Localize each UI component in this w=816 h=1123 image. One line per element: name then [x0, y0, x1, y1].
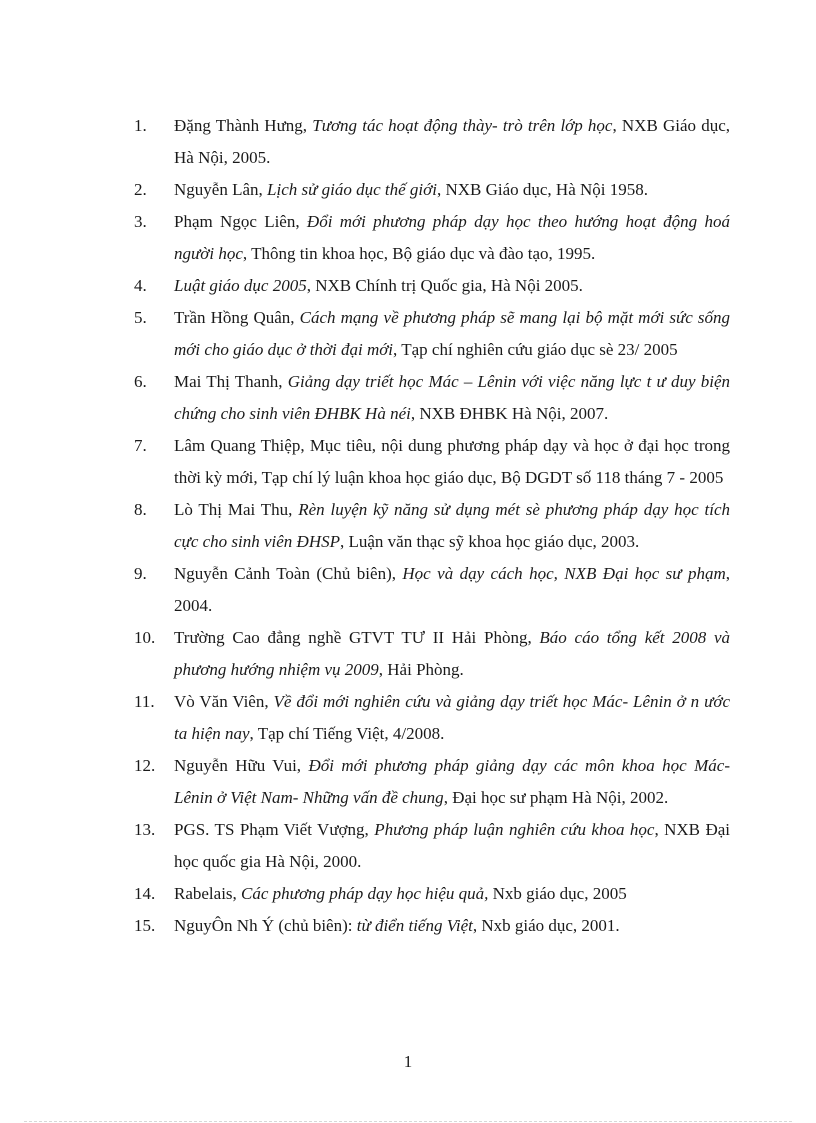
reference-title: Về đổi mới nghiên cứu và giảng dạy triết học Mác- Lênin ở n ước ta hiện nay: [174, 692, 730, 743]
reference-text: Vò Văn Viên,: [174, 692, 274, 711]
reference-number: 10.: [134, 628, 156, 647]
reference-number: 12.: [134, 756, 156, 775]
reference-text: , Nxb giáo dục, 2001.: [472, 916, 620, 935]
reference-title: Đổi mới phương pháp giảng dạy các môn khoa học Mác- Lênin ở Việt Nam- Những vấn đề chung: [174, 756, 730, 807]
reference-number: 8.: [134, 500, 147, 519]
reference-text: Nguyễn Hữu Vui,: [174, 756, 309, 775]
reference-item: [0, 270, 816, 302]
reference-text: , NXB Giáo dục, Hà Nội, 2005.: [174, 116, 730, 167]
reference-text: Trường Cao đẳng nghề GTVT TƯ II Hải Phòng,: [174, 628, 540, 647]
reference-text: , Đại học sư phạm Hà Nội, 2002.: [443, 788, 669, 807]
reference-text: , NXB ĐHBK Hà Nội, 2007.: [410, 404, 609, 423]
reference-item: [0, 174, 816, 206]
reference-title: Giảng dạy triết học Mác – Lênin với việc năng lực t ư duy biện chứng cho sinh viên ĐHBK Hà néi: [174, 372, 730, 423]
reference-text: Lâm Quang Thiệp, Mục tiêu, nội dung phương pháp dạy và học ở đại học trong thời kỳ mới, Tạp chí lý luận khoa học giáo dục, Bộ DGDT số 118 tháng 7 - 2005: [174, 436, 730, 487]
page-number: 1: [403, 1052, 413, 1071]
reference-title: Đổi mới phương pháp dạy học theo hướng hoạt động hoá người học: [174, 212, 730, 263]
reference-item: [0, 622, 816, 686]
reference-number: 3.: [134, 212, 147, 231]
reference-text: NguyÔn Nh Ý (chủ biên):: [174, 916, 357, 935]
reference-text: , 2004.: [174, 564, 730, 615]
reference-title: Các phương pháp dạy học hiệu quả,: [241, 884, 489, 903]
reference-item: [0, 302, 816, 366]
reference-title: Rèn luyện kỹ năng sử dụng mét sè phương pháp dạy học tích cực cho sinh viên ĐHSP: [174, 500, 731, 551]
reference-title: Báo cáo tổng kết 2008 và phương hướng nhiệm vụ 2009: [174, 628, 731, 679]
reference-text: , Tạp chí nghiên cứu giáo dục sè 23/ 2005: [393, 340, 678, 359]
page-bottom-divider: [24, 1121, 792, 1122]
reference-item: [0, 686, 816, 750]
reference-item: [0, 366, 816, 430]
reference-list: [0, 110, 816, 942]
reference-text: , Tạp chí Tiếng Việt, 4/2008.: [249, 724, 445, 743]
reference-text: , Hải Phòng.: [378, 660, 464, 679]
reference-text: , Thông tin khoa học, Bộ giáo dục và đào tạo, 1995.: [242, 244, 596, 263]
reference-text: Nxb giáo dục, 2005: [488, 884, 627, 903]
reference-text: Đặng Thành Hưng,: [174, 116, 313, 135]
reference-number: 11.: [134, 692, 155, 711]
reference-item: [0, 910, 816, 942]
reference-item: [0, 558, 816, 622]
reference-number: 15.: [134, 916, 156, 935]
reference-number: 7.: [134, 436, 147, 455]
reference-number: 1.: [134, 116, 147, 135]
reference-text: Mai Thị Thanh,: [174, 372, 288, 391]
reference-number: 14.: [134, 884, 156, 903]
reference-title: Luật giáo dục 2005: [174, 276, 307, 295]
reference-title: Phương pháp luận nghiên cứu khoa học: [374, 820, 655, 839]
reference-item: [0, 494, 816, 558]
reference-text: PGS. TS Phạm Viết Vượng,: [174, 820, 375, 839]
reference-text: Rabelais,: [174, 884, 242, 903]
reference-text: Trần Hồng Quân,: [174, 308, 300, 327]
reference-title: Cách mạng về phương pháp sẽ mang lại bộ mặt mới sức sống mới cho giáo dục ở thời đại mới: [174, 308, 730, 359]
reference-number: 13.: [134, 820, 156, 839]
reference-item: [0, 206, 816, 270]
reference-text: Lò Thị Mai Thu,: [174, 500, 299, 519]
reference-title: Lịch sử giáo dục thế giới: [267, 180, 437, 199]
reference-text: Nguyễn Cảnh Toàn (Chủ biên),: [174, 564, 403, 583]
reference-item: [0, 110, 816, 174]
reference-number: 6.: [134, 372, 147, 391]
reference-text: , NXB Đại học quốc gia Hà Nội, 2000.: [174, 820, 730, 871]
reference-number: 9.: [134, 564, 147, 583]
reference-number: 2.: [134, 180, 147, 199]
reference-item: [0, 878, 816, 910]
reference-item: [0, 750, 816, 814]
reference-title: Tương tác hoạt động thày- trò trên lớp học: [312, 116, 613, 135]
reference-text: Phạm Ngọc Liên,: [174, 212, 307, 231]
reference-text: , NXB Giáo dục, Hà Nội 1958.: [436, 180, 648, 199]
reference-item: [0, 430, 816, 494]
reference-text: , Luận văn thạc sỹ khoa học giáo dục, 2003.: [340, 532, 640, 551]
reference-number: 4.: [134, 276, 147, 295]
reference-number: 5.: [134, 308, 147, 327]
reference-text: Nguyễn Lân,: [174, 180, 268, 199]
reference-text: , NXB Chính trị Quốc gia, Hà Nội 2005.: [306, 276, 583, 295]
reference-item: [0, 814, 816, 878]
reference-title: Học và dạy cách học, NXB Đại học sư phạm: [402, 564, 726, 583]
reference-title: từ điển tiếng Việt: [356, 916, 473, 935]
